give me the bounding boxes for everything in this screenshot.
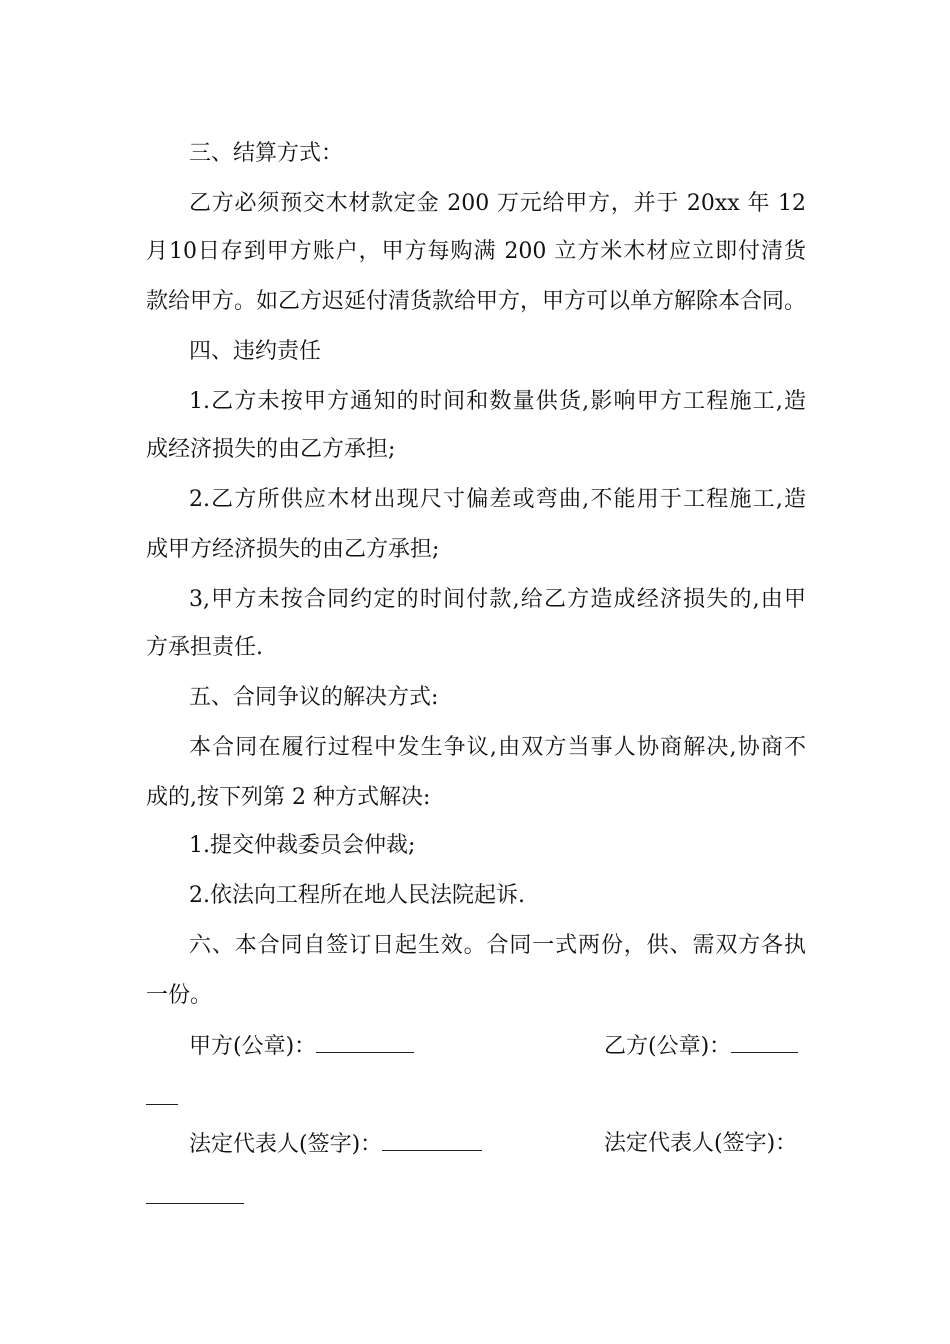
- section3-line-1: 乙方必须预交木材款定金 200 万元给甲方，并于 20xx 年 12: [189, 191, 806, 216]
- section3-line-3: 款给甲方。如乙方迟延付清货款给甲方，甲方可以单方解除本合同。: [146, 289, 807, 314]
- party-a-rep-label: 法定代表人(签字)：: [189, 1132, 383, 1157]
- section4-item1-line-1: 1.乙方未按甲方通知的时间和数量供货,影响甲方工程施工,造: [189, 389, 806, 414]
- section5-option-2: 2.依法向工程所在地人民法院起诉.: [189, 883, 525, 908]
- party-b-rep-blank[interactable]: [146, 1203, 244, 1204]
- section5-option-1: 1.提交仲裁委员会仲裁;: [189, 833, 416, 858]
- party-a-rep-blank[interactable]: [382, 1128, 482, 1151]
- section4-item1-line-2: 成经济损失的由乙方承担;: [146, 437, 396, 462]
- party-a-seal: [189, 1030, 414, 1062]
- section6-line-2: 一份。: [146, 983, 213, 1008]
- party-b-seal-blank[interactable]: [731, 1030, 798, 1053]
- section6-line-1: 六、本合同自签订日起生效。合同一式两份，供、需双方各执: [189, 933, 806, 958]
- section4-heading: 四、违约责任: [189, 339, 322, 364]
- party-b-seal-blank-continued: [146, 1104, 178, 1105]
- section5-line-1: 本合同在履行过程中发生争议,由双方当事人协商解决,协商不: [189, 735, 806, 760]
- section4-item2-line-1: 2.乙方所供应木材出现尺寸偏差或弯曲,不能用于工程施工,造: [189, 487, 806, 512]
- party-b-rep-label: 法定代表人(签字)：: [604, 1131, 798, 1156]
- section4-item2-line-2: 成甲方经济损失的由乙方承担;: [146, 537, 440, 562]
- party-a-seal-label: 甲方(公章)：: [189, 1034, 317, 1059]
- section4-item3-line-2: 方承担责任.: [146, 635, 263, 660]
- section3-line-2: 月10日存到甲方账户，甲方每购满 200 立方米木材应立即付清货: [146, 239, 806, 264]
- section5-line-2: 成的,按下列第 2 种方式解决:: [146, 785, 431, 810]
- party-b-seal: [604, 1030, 798, 1062]
- section3-heading: 三、结算方式：: [189, 141, 344, 166]
- party-b-representative: [604, 1128, 797, 1160]
- party-a-representative: [189, 1128, 482, 1160]
- party-a-seal-blank[interactable]: [316, 1030, 414, 1053]
- section5-heading: 五、合同争议的解决方式:: [189, 685, 439, 710]
- party-b-seal-label: 乙方(公章)：: [604, 1034, 732, 1059]
- section4-item3-line-1: 3,甲方未按合同约定的时间付款,给乙方造成经济损失的,由甲: [189, 587, 806, 612]
